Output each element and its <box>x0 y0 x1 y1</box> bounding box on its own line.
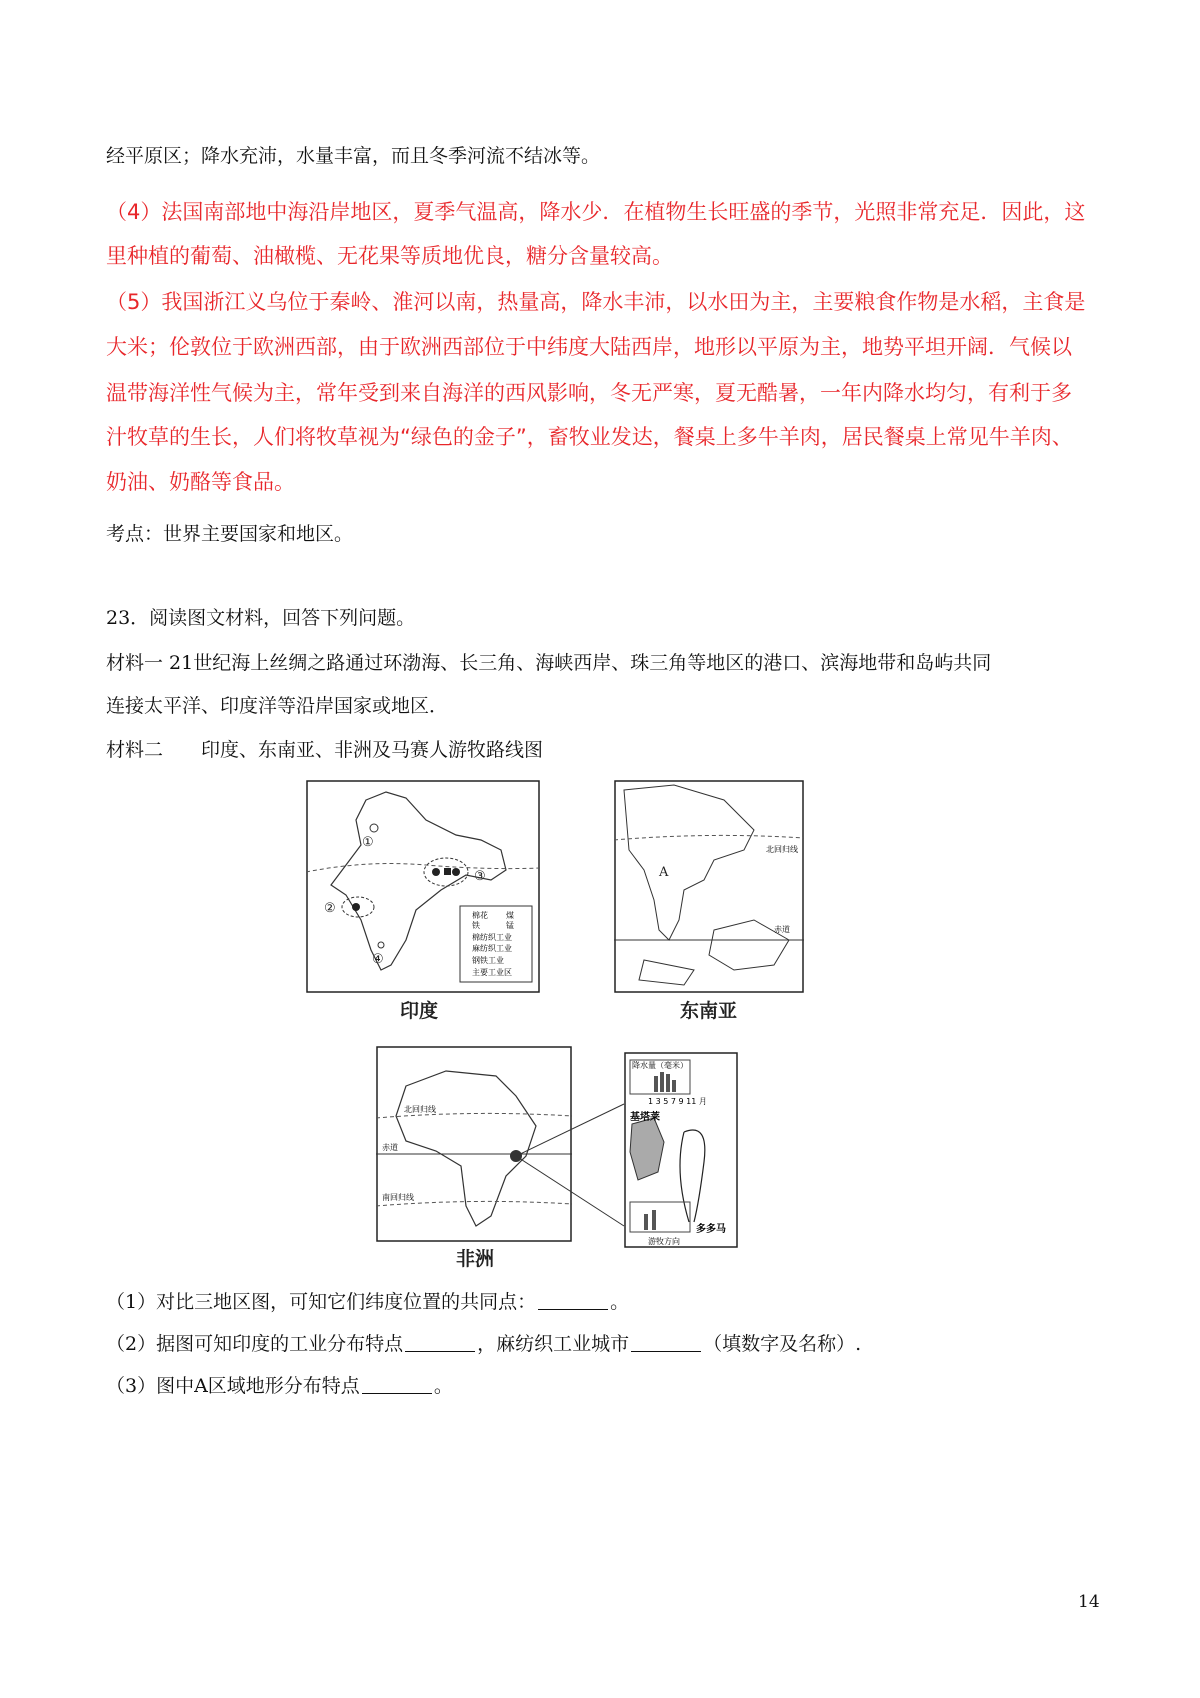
answer-line: 大米；伦敦位于欧洲西部，由于欧洲西部位于中纬度大陆西岸，地形以平原为主，地势平坦开阔．气候以 <box>106 335 1072 359</box>
sub-question-3: （3）图中A区域地形分布特点 。 <box>106 1375 453 1397</box>
migration-legend: 游牧方向 <box>648 1237 680 1246</box>
legend-item: 麻纺织工业 <box>472 944 512 953</box>
africa-caption: 非洲 <box>456 1248 495 1270</box>
answer-blank[interactable] <box>405 1335 475 1352</box>
marker-1: ① <box>362 835 374 850</box>
answer-line: 奶油、奶酪等食品。 <box>106 470 295 494</box>
legend-item: 主要工业区 <box>472 968 512 977</box>
legend-item: 钢铁工业 <box>472 956 504 965</box>
place-dodoma: 多多马 <box>696 1224 726 1235</box>
tropic-n-label: 北回归线 <box>404 1105 436 1114</box>
place-kitale: 基塔莱 <box>630 1112 660 1123</box>
legend-item: 棉花 <box>472 911 488 920</box>
india-caption: 印度 <box>400 1000 439 1022</box>
answer-line: 汁牧草的生长，人们将牧草视为“绿色的金子”，畜牧业发达，餐桌上多牛羊肉，居民餐桌上常见牛羊肉、 <box>106 425 1073 449</box>
tropic-s-label: 南回归线 <box>382 1193 414 1202</box>
exam-point: 考点：世界主要国家和地区。 <box>106 523 354 545</box>
chart-label: 降水量（毫米） <box>632 1061 688 1070</box>
text-line: 经平原区；降水充沛，水量丰富，而且冬季河流不结冰等。 <box>106 145 601 167</box>
marker-3: ③ <box>474 869 486 884</box>
sea-caption: 东南亚 <box>680 1000 738 1022</box>
legend-item: 铁 <box>472 921 480 930</box>
region-a-label: A <box>659 865 669 880</box>
material-two: 材料二 印度、东南亚、非洲及马赛人游牧路线图 <box>106 739 544 761</box>
equator-label: 赤道 <box>382 1143 398 1152</box>
legend-item: 煤 <box>506 911 514 920</box>
marker-2: ② <box>324 901 336 916</box>
answer-line: 里种植的葡萄、油橄榄、无花果等质地优良，糖分含量较高。 <box>106 244 673 268</box>
legend-item: 锰 <box>506 921 514 930</box>
answer-line: （4）法国南部地中海沿岸地区，夏季气温高，降水少．在植物生长旺盛的季节，光照非常充足．因此，这 <box>106 200 1086 224</box>
sub-question-1: （1）对比三地区图，可知它们纬度位置的共同点： 。 <box>106 1291 630 1313</box>
material-one: 材料一 21世纪海上丝绸之路通过环渤海、长三角、海峡西岸、珠三角等地区的港口、滨海地带和岛屿共同 <box>106 652 992 674</box>
tropic-label: 北回归线 <box>766 845 798 854</box>
southeast-asia-map <box>614 780 804 993</box>
legend-item: 棉纺织工业 <box>472 933 512 942</box>
material-one-cont: 连接太平洋、印度洋等沿岸国家或地区． <box>106 695 449 717</box>
india-map <box>306 780 540 993</box>
answer-blank[interactable] <box>362 1377 432 1394</box>
answer-line: （5）我国浙江义乌位于秦岭、淮河以南，热量高，降水丰沛，以水田为主，主要粮食作物是水稻，主食是 <box>106 290 1086 314</box>
migration-connector <box>516 1100 626 1230</box>
answer-line: 温带海洋性气候为主，常年受到来自海洋的西风影响，冬无严寒，夏无酷暑，一年内降水均匀，有利于多 <box>106 381 1072 405</box>
maasai-inset-map <box>624 1052 738 1248</box>
equator-label: 赤道 <box>774 925 790 934</box>
question-title: 23．阅读图文材料，回答下列问题。 <box>106 607 416 629</box>
sub-question-2: （2）据图可知印度的工业分布特点 ，麻纺织工业城市 （填数字及名称）. <box>106 1333 862 1355</box>
month-axis: 1 3 5 7 9 11 月 <box>648 1097 707 1106</box>
page-number: 14 <box>1078 1592 1100 1612</box>
answer-blank[interactable] <box>538 1293 608 1310</box>
answer-blank[interactable] <box>631 1335 701 1352</box>
marker-4: ④ <box>372 952 384 967</box>
